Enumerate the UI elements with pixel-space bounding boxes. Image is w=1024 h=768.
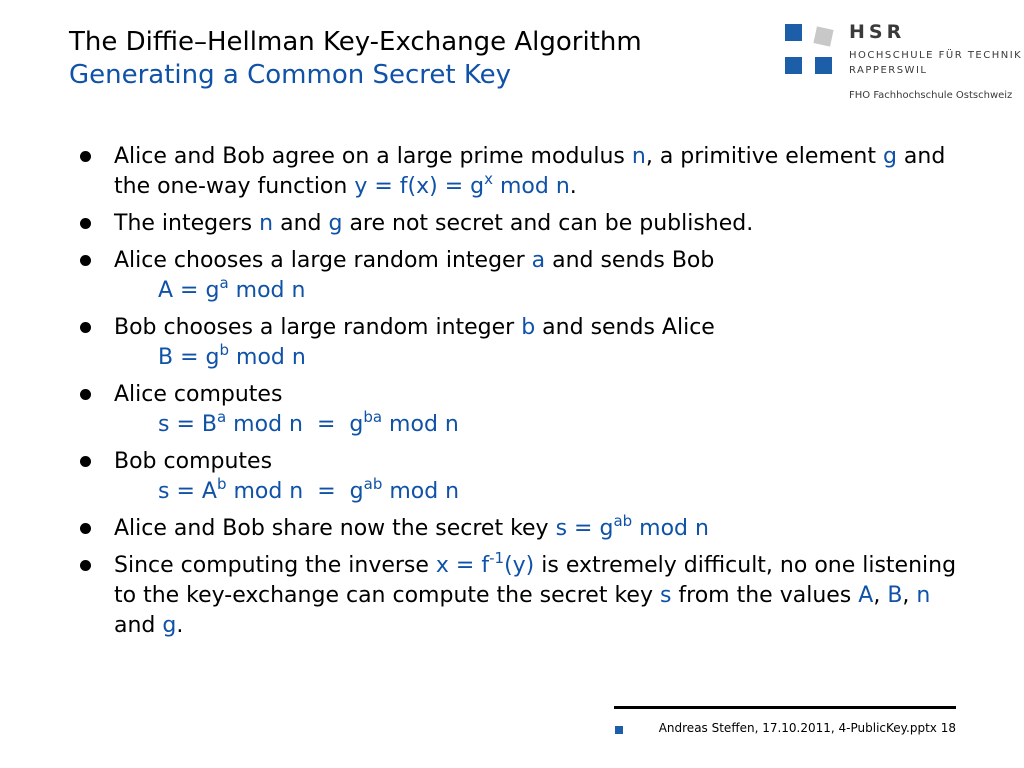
bullet-item [78,551,958,641]
bullet-item [78,514,958,544]
var-n: n [916,583,931,608]
bullet-text: Alice chooses a large random integer [114,248,532,273]
formula: mod n = g [226,412,364,437]
var-n: n [631,144,646,169]
bullet-text: Alice and Bob share now the secret key [114,516,556,541]
logo-square-icon [785,24,802,41]
var-g: g [882,144,897,169]
bullet-text: Since computing the inverse [114,553,436,578]
formula-exponent: b [219,341,230,359]
formula-exponent: a [216,408,227,426]
bullet-text: Alice computes [114,382,283,407]
bullet-text: and [114,613,163,638]
formula: x = f [435,553,490,578]
bullet-text: and sends Alice [535,315,715,340]
formula: s = A [158,479,217,504]
bullet-text: Bob chooses a large random integer [114,315,522,340]
bullet-text: . [569,174,577,199]
logo-square-icon [785,57,802,74]
formula-exponent: b [216,475,227,493]
bullet-icon [80,389,91,400]
slide-subtitle: Generating a Common Secret Key [69,60,511,90]
logo-school-line2: RAPPERSWIL [849,65,928,76]
formula: B = g [158,345,220,370]
formula: mod n [382,479,460,504]
logo-affiliation: FHO Fachhochschule Ostschweiz [849,90,1013,101]
logo-square-icon [813,26,833,46]
var-b: b [521,315,536,340]
formula-exponent: a [219,274,229,292]
bullet-text: , [902,583,917,608]
formula-line [114,410,958,440]
var-n: n [259,211,274,236]
formula: s = g [555,516,614,541]
formula: A = g [158,278,220,303]
bullet-text: from the values [671,583,859,608]
formula: mod n [229,345,306,370]
var-A: A [858,583,874,608]
var-g: g [162,613,177,638]
footer-square-icon [615,726,623,734]
bullet-list [78,142,958,648]
bullet-text: The integers [114,211,260,236]
formula: y = f(x) = g [354,174,485,199]
logo-school-line1: HOCHSCHULE FÜR TECHNIK [849,50,1023,61]
bullet-icon [80,456,91,467]
logo-name: HSR [849,21,906,43]
bullet-icon [80,218,91,229]
bullet-text: is extremely difficult, no one listening to the key-exchange can compute the secret key [114,553,957,608]
formula-line [114,276,958,306]
formula: s = B [158,412,217,437]
logo-square-icon [815,57,832,74]
formula: mod n [382,412,459,437]
formula: mod n = g [226,479,364,504]
title-block [69,26,642,92]
var-a: a [531,248,546,273]
formula-exponent: ab [613,512,633,530]
bullet-icon [80,560,91,571]
formula: mod n [632,516,709,541]
bullet-text: and sends Bob [545,248,715,273]
formula: mod n [228,278,306,303]
bullet-text: Bob computes [114,449,273,474]
bullet-text: and [273,211,329,236]
footer-divider [614,706,956,709]
hsr-logo [785,21,1023,104]
bullet-icon [80,322,91,333]
footer-text: Andreas Steffen, 17.10.2011, 4-PublicKey.pptx 18 [658,721,956,735]
bullet-icon [80,151,91,162]
bullet-icon [80,255,91,266]
bullet-icon [80,523,91,534]
bullet-item [78,313,958,373]
bullet-text: and the one-way function [114,144,946,199]
formula-exponent: ba [363,408,383,426]
bullet-text: . [176,613,184,638]
bullet-item [78,380,958,440]
formula-exponent: -1 [489,549,505,567]
formula: (y) [504,553,535,578]
bullet-text: are not secret and can be published. [342,211,754,236]
formula-line [114,343,958,373]
formula-line [114,477,958,507]
formula-exponent: ab [363,475,383,493]
bullet-text: Alice and Bob agree on a large prime modulus [114,144,632,169]
bullet-item [78,447,958,507]
formula: mod n [492,174,570,199]
var-s: s [659,583,672,608]
bullet-text: , [873,583,888,608]
bullet-item [78,246,958,306]
bullet-item [78,209,958,239]
slide-title: The Diffie–Hellman Key-Exchange Algorithm [69,27,642,57]
var-B: B [887,583,903,608]
var-g: g [328,211,343,236]
bullet-text: , a primitive element [645,144,883,169]
formula-exponent: x [484,170,493,188]
bullet-item [78,142,958,202]
